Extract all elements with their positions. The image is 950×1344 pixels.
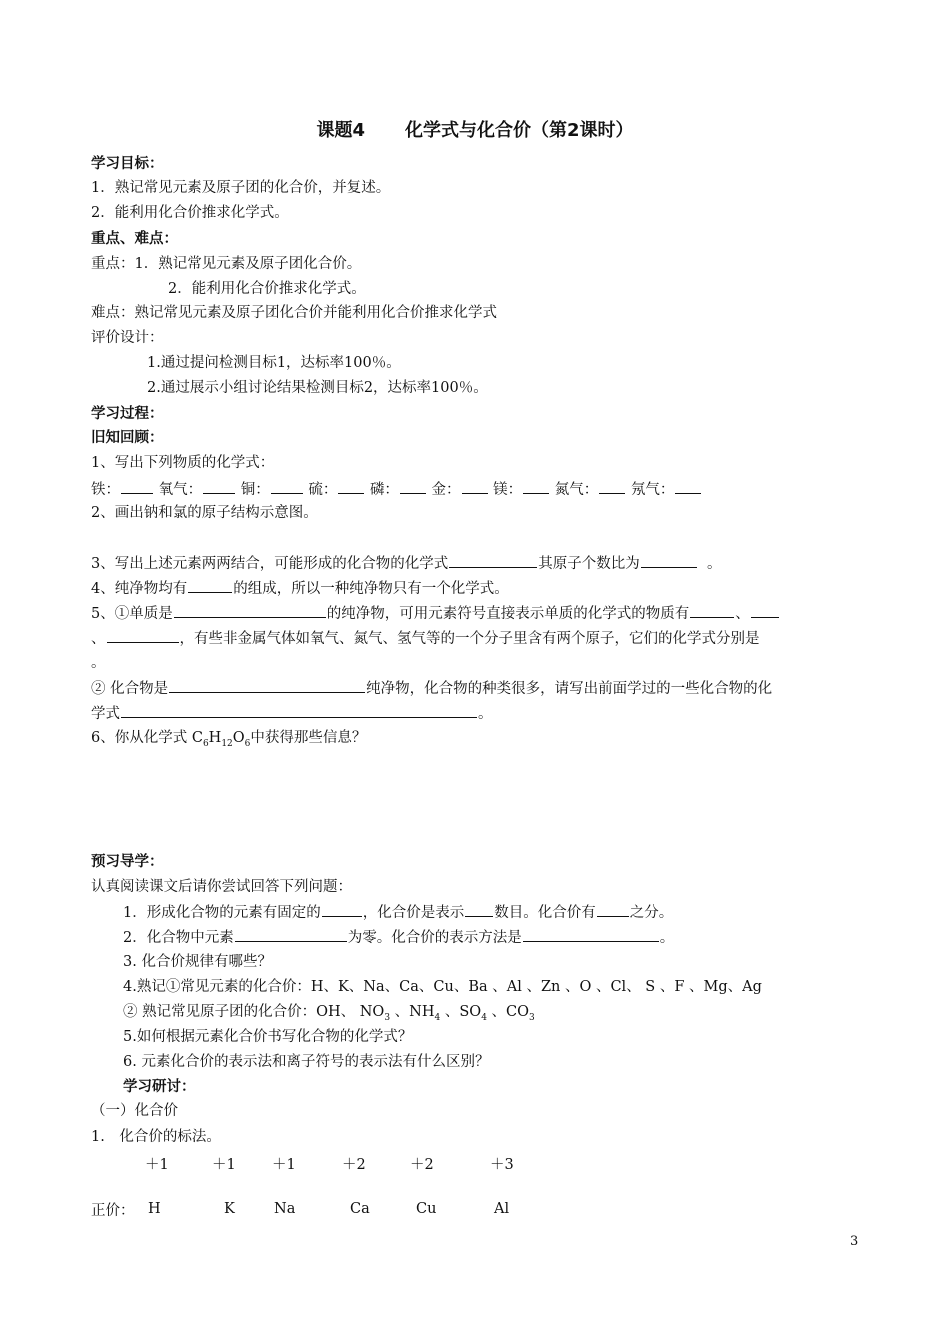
preview-6: 5.如何根据元素化合价书写化合物的化学式？ <box>123 1029 413 1045</box>
question-5-line-1: 5、①单质是 的纯净物，可用元素符号直接表示单质的化学式的物质有 、 <box>91 603 780 624</box>
question-5-line-3: 。 <box>91 655 106 671</box>
blank[interactable] <box>641 553 697 568</box>
blank[interactable] <box>400 479 426 494</box>
preview-7: 6. 元素化合价的表示法和离子符号的表示法有什么区别？ <box>123 1054 490 1070</box>
question-1-blanks: 铁： 氧气： 铜： 硫： 磷： 金： 镁： 氮气： 氖气： <box>91 479 702 500</box>
blank[interactable] <box>107 628 179 643</box>
question-5-line-5: 学式 。 <box>91 703 493 724</box>
objective-2: 2．能利用化合价推求化学式。 <box>91 205 289 221</box>
review-heading: 旧知回顾： <box>91 430 164 446</box>
valence-na: ＋1 <box>272 1157 296 1173</box>
blank[interactable] <box>203 479 235 494</box>
question-3: 3、写出上述元素两两结合，可能形成的化合物的化学式 其原子个数比为 。 <box>91 553 721 574</box>
blank[interactable] <box>465 902 493 917</box>
lesson-topic: 化学式与化合价（第2课时） <box>405 120 634 141</box>
blank[interactable] <box>174 603 326 618</box>
valence-cu: ＋2 <box>410 1157 434 1173</box>
objective-1: 1．熟记常见元素及原子团的化合价，并复述。 <box>91 180 391 196</box>
valence-ca: ＋2 <box>342 1157 366 1173</box>
preview-2: 2．化合物中元素 为零。化合价的表示方法是 。 <box>123 927 674 948</box>
blank[interactable] <box>338 479 364 494</box>
key-point-2: 2．能利用化合价推求化学式。 <box>168 281 366 297</box>
blank[interactable] <box>690 603 734 618</box>
process-heading: 学习过程： <box>91 406 164 422</box>
blank[interactable] <box>597 902 629 917</box>
blank[interactable] <box>121 479 153 494</box>
preview-intro: 认真阅读课文后请你尝试回答下列问题： <box>91 879 352 895</box>
valence-h: ＋1 <box>145 1157 169 1173</box>
eval-heading: 评价设计： <box>91 330 164 346</box>
preview-1: 1．形成化合物的元素有固定的 ，化合价是表示 数目。化合价有 之分。 <box>123 902 673 923</box>
question-4: 4、纯净物均有 的组成，所以一种纯净物只有一个化学式。 <box>91 578 509 599</box>
blank[interactable] <box>599 479 625 494</box>
preview-3: 3. 化合价规律有哪些？ <box>123 954 272 970</box>
eval-2: 2.通过展示小组讨论结果检测目标2，达标率100％。 <box>147 380 488 396</box>
question-6: 6、你从化学式 $C_6H_{12}O_6$中获得那些信息？ <box>91 730 367 749</box>
objectives-heading: 学习目标： <box>91 156 164 172</box>
blank[interactable] <box>169 678 365 693</box>
valence-notation: 1. 化合价的标法。 <box>91 1129 221 1145</box>
element-ca: Ca <box>350 1201 370 1217</box>
page-title <box>0 116 950 142</box>
element-al: Al <box>494 1201 510 1217</box>
valence-al: ＋3 <box>490 1157 514 1173</box>
difficulty: 难点：熟记常见元素及原子团化合价并能利用化合价推求化学式 <box>91 305 497 321</box>
section-valence: （一）化合价 <box>91 1103 178 1119</box>
question-5-line-4: ② 化合物是 纯净物，化合物的种类很多，请写出前面学过的一些化合物的化 <box>91 678 772 699</box>
question-5-line-2: 、 ，有些非金属气体如氧气、氮气、氢气等的一个分子里含有两个原子，它们的化学式分别是 <box>91 628 760 649</box>
blank[interactable] <box>188 578 232 593</box>
element-na: Na <box>274 1201 296 1217</box>
element-k: K <box>224 1201 235 1217</box>
blank[interactable] <box>675 479 701 494</box>
blank[interactable] <box>462 479 488 494</box>
positive-label: 正价： <box>91 1203 135 1219</box>
lesson-number: 课题4 <box>316 120 365 141</box>
key-point-1: 重点：1．熟记常见元素及原子团化合价。 <box>91 256 362 272</box>
blank[interactable] <box>449 553 537 568</box>
preview-heading: 预习导学： <box>91 854 164 870</box>
eval-1: 1.通过提问检测目标1，达标率100％。 <box>147 355 401 371</box>
page-number: 3 <box>850 1234 859 1249</box>
blank[interactable] <box>121 703 477 718</box>
valence-k: ＋1 <box>212 1157 236 1173</box>
blank[interactable] <box>322 902 362 917</box>
question-2: 2、画出钠和氯的原子结构示意图。 <box>91 505 318 521</box>
blank[interactable] <box>271 479 303 494</box>
blank[interactable] <box>235 927 347 942</box>
key-points-heading: 重点、难点： <box>91 231 178 247</box>
blank[interactable] <box>523 479 549 494</box>
blank[interactable] <box>751 603 779 618</box>
preview-4: 4.熟记①常见元素的化合价：H、K、Na、Ca、Cu、Ba 、Al 、Zn 、O 、Cl、 S 、F 、Mg、Ag <box>123 979 762 995</box>
element-cu: Cu <box>416 1201 437 1217</box>
blank[interactable] <box>523 927 659 942</box>
element-h: H <box>148 1201 161 1217</box>
study-heading: 学习研讨： <box>123 1079 196 1095</box>
question-1: 1、写出下列物质的化学式： <box>91 455 275 471</box>
preview-5: ② 熟记常见原子团的化合价：OH、 $NO_3$ 、$NH_4$ 、$SO_4$ 、$CO_3$ <box>123 1004 535 1023</box>
